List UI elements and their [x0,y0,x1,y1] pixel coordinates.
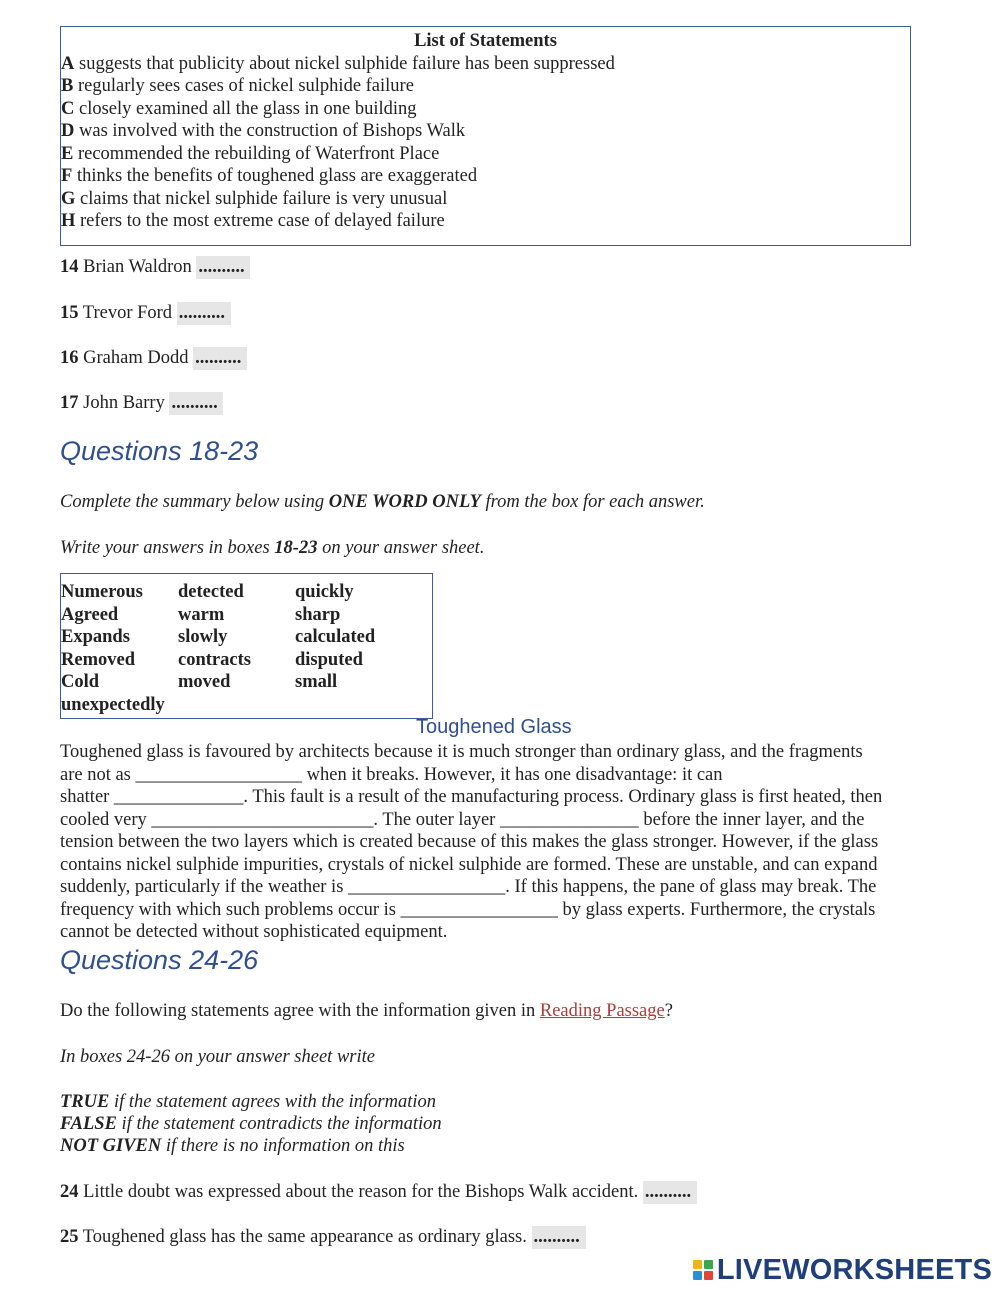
answer-field-24[interactable]: .......... [643,1181,697,1204]
answer-field-14[interactable]: .......... [196,256,250,279]
word-cell: quickly [295,582,354,602]
statement-row: C closely examined all the glass in one building [61,98,417,119]
question-16: 16 Graham Dodd .......... [60,347,247,370]
question-24: 24 Little doubt was expressed about the reason for the Bishops Walk accident. .......... [60,1181,697,1204]
answer-field-17[interactable]: .......... [169,392,223,415]
word-cell: Removed [61,649,135,670]
word-cell: slowly [178,627,228,647]
statements-title: List of Statements [414,31,557,51]
statement-row: B regularly sees cases of nickel sulphide failure [61,76,414,96]
word-box [60,573,433,719]
logo-mark-icon [693,1260,713,1280]
answer-field-25[interactable]: .......... [532,1226,586,1249]
statement-row: F thinks the benefits of toughened glass are exaggerated [61,166,478,186]
question-25: 25 Toughened glass has the same appearance as ordinary glass. .......... [60,1226,586,1249]
statement-row: A suggests that publicity about nickel sulphide failure has been suppressed [61,53,615,74]
option-true: TRUE if the statement agrees with the information [60,1092,436,1112]
instruction-boxes-24-26: In boxes 24-26 on your answer sheet write [60,1047,375,1067]
word-cell: warm [178,604,225,625]
word-cell: Numerous [61,582,143,602]
option-not-given: NOT GIVEN if there is no information on this [60,1136,405,1156]
logo-text: LIVEWORKSHEETS [716,1253,992,1286]
question-15: 15 Trevor Ford .......... [60,302,231,325]
word-cell [295,694,375,717]
word-cell: moved [178,672,231,692]
question-14: 14 Brian Waldron .......... [60,256,250,279]
summary-title: Toughened Glass [416,716,572,738]
statements-box [60,26,911,246]
answer-field-16[interactable]: .......... [193,347,247,370]
summary-line: tension between the two layers which is created because of this makes the glass stronger. However, if the glass [60,832,879,852]
summary-line: suddenly, particularly if the weather is _________________. If this happens, the pane of glass may break. The [60,877,877,897]
word-table [61,581,375,716]
option-false: FALSE if the statement contradicts the information [60,1114,442,1134]
statement-row: H refers to the most extreme case of delayed failure [61,211,445,231]
question-17: 17 John Barry .......... [60,392,223,415]
summary-line: contains nickel sulphide impurities, crystals of nickel sulphide are formed. These are unstable, and can expand [60,854,878,875]
instruction-answer-boxes: Write your answers in boxes 18-23 on your answer sheet. [60,538,485,558]
word-cell [178,694,295,717]
word-cell: calculated [295,627,376,647]
reading-passage-link[interactable]: Reading Passage [539,1001,665,1021]
answer-field-15[interactable]: .......... [177,302,231,325]
section-heading-18-23: Questions 18-23 [60,436,259,466]
intro-statement: Do the following statements agree with the information given in Reading Passage? [60,1001,673,1021]
word-cell: detected [178,582,244,602]
instruction-complete-summary: Complete the summary below using ONE WORD ONLY from the box for each answer. [60,492,705,512]
word-cell: small [295,672,338,692]
word-cell: Expands [61,627,130,647]
summary-line: cannot be detected without sophisticated equipment. [60,922,448,942]
statement-row: E recommended the rebuilding of Waterfront Place [61,143,440,164]
statement-row: G claims that nickel sulphide failure is very unusual [61,188,448,209]
section-heading-24-26: Questions 24-26 [60,945,259,975]
summary-line: cooled very ________________________. The outer layer _______________ before the inner layer, and the [60,809,865,830]
word-cell: sharp [295,604,341,625]
summary-line: Toughened glass is favoured by architects because it is much stronger than ordinary glass, and the fragments [60,742,863,762]
word-cell: disputed [295,649,363,670]
summary-line: frequency with which such problems occur is _________________ by glass experts. Furthermore, the crystals [60,899,876,920]
statement-row: D was involved with the construction of Bishops Walk [61,121,466,141]
word-cell: unexpectedly [61,694,165,715]
word-cell: Cold [61,672,100,692]
summary-line: are not as __________________ when it breaks. However, it has one disadvantage: it can [60,764,723,785]
word-cell: contracts [178,649,251,670]
summary-paragraph [60,741,935,944]
liveworksheets-logo [693,1254,992,1286]
summary-line: shatter ______________. This fault is a result of the manufacturing process. Ordinary glass is first heated, then [60,787,883,807]
word-cell: Agreed [61,604,119,625]
